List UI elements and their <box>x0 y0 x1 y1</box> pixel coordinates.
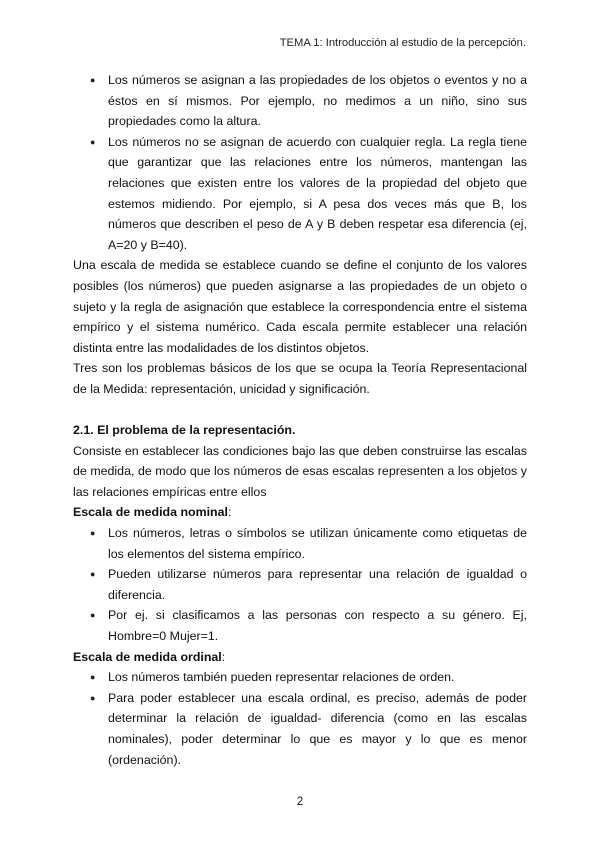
list-item: ● Los números se asignan a las propiedades de los objetos o eventos y no a éstos en sí mismos. Por ejemplo, no medimos a un niño, sino sus propiedades como la altura. <box>73 70 527 132</box>
paragraph-consiste: Consiste en establecer las condiciones bajo las que deben construirse las escalas de medida, de modo que los números de esas escalas representen a los objetos y las relaciones empíricas entre ellos <box>73 443 527 499</box>
list-item: ● Los números, letras o símbolos se utilizan únicamente como etiquetas de los elementos del sistema empírico. <box>73 523 527 564</box>
ordinal-heading <box>73 647 527 668</box>
list-item: ● Los números no se asignan de acuerdo con cualquier regla. La regla tiene que garantizar que las relaciones entre los números, mantengan las relaciones que existen entre los valores de la propiedad del objeto que estemos midiendo. Por ejemplo, si A pesa dos veces más que B, los números que describen el peso de A y B deben respetar esa diferencia (ej, A=20 y B=40). <box>73 132 527 256</box>
spacer <box>73 400 527 421</box>
list-item: ● Para poder establecer una escala ordinal, es preciso, además de poder determinar la relación de igualdad- diferencia (como en las escalas nominales), poder determinar lo que es mayor y lo que es menor (ordenación). <box>73 688 527 770</box>
running-header: TEMA 1: Introducción al estudio de la percepción. <box>279 37 526 49</box>
page-number: 2 <box>296 796 304 808</box>
list-item: ● Pueden utilizarse números para representar una relación de igualdad o diferencia. <box>73 564 527 605</box>
bullet-list-top <box>73 70 527 255</box>
bullet-list-nominal <box>73 523 527 647</box>
nominal-colon: : <box>227 505 232 520</box>
paragraph-problemas: Tres son los problemas básicos de los que se ocupa la Teoría Representacional de la Medida: representación, unicidad y significación. <box>73 361 527 396</box>
paragraph-escala: Una escala de medida se establece cuando se define el conjunto de los valores posibles (los números) que pueden asignarse a las propiedades de un objeto o sujeto y la regla de asignación que establece la correspondencia entre el sistema empírico y el sistema numérico. Cada escala permite establecer una relación distinta entre las modalidades de los distintos objetos. <box>73 258 527 355</box>
nominal-heading <box>73 502 527 523</box>
page-body <box>73 70 527 770</box>
ordinal-colon: : <box>221 649 226 664</box>
ordinal-title: Escala de medida ordinal <box>73 649 222 664</box>
section-heading: 2.1. El problema de la representación. <box>73 423 296 438</box>
list-item: ● Los números también pueden representar relaciones de orden. <box>73 667 527 688</box>
bullet-list-ordinal <box>73 667 527 770</box>
nominal-title: Escala de medida nominal <box>73 505 228 520</box>
list-item: ● Por ej. si clasificamos a las personas con respecto a su género. Ej, Hombre=0 Mujer=1. <box>73 605 527 646</box>
